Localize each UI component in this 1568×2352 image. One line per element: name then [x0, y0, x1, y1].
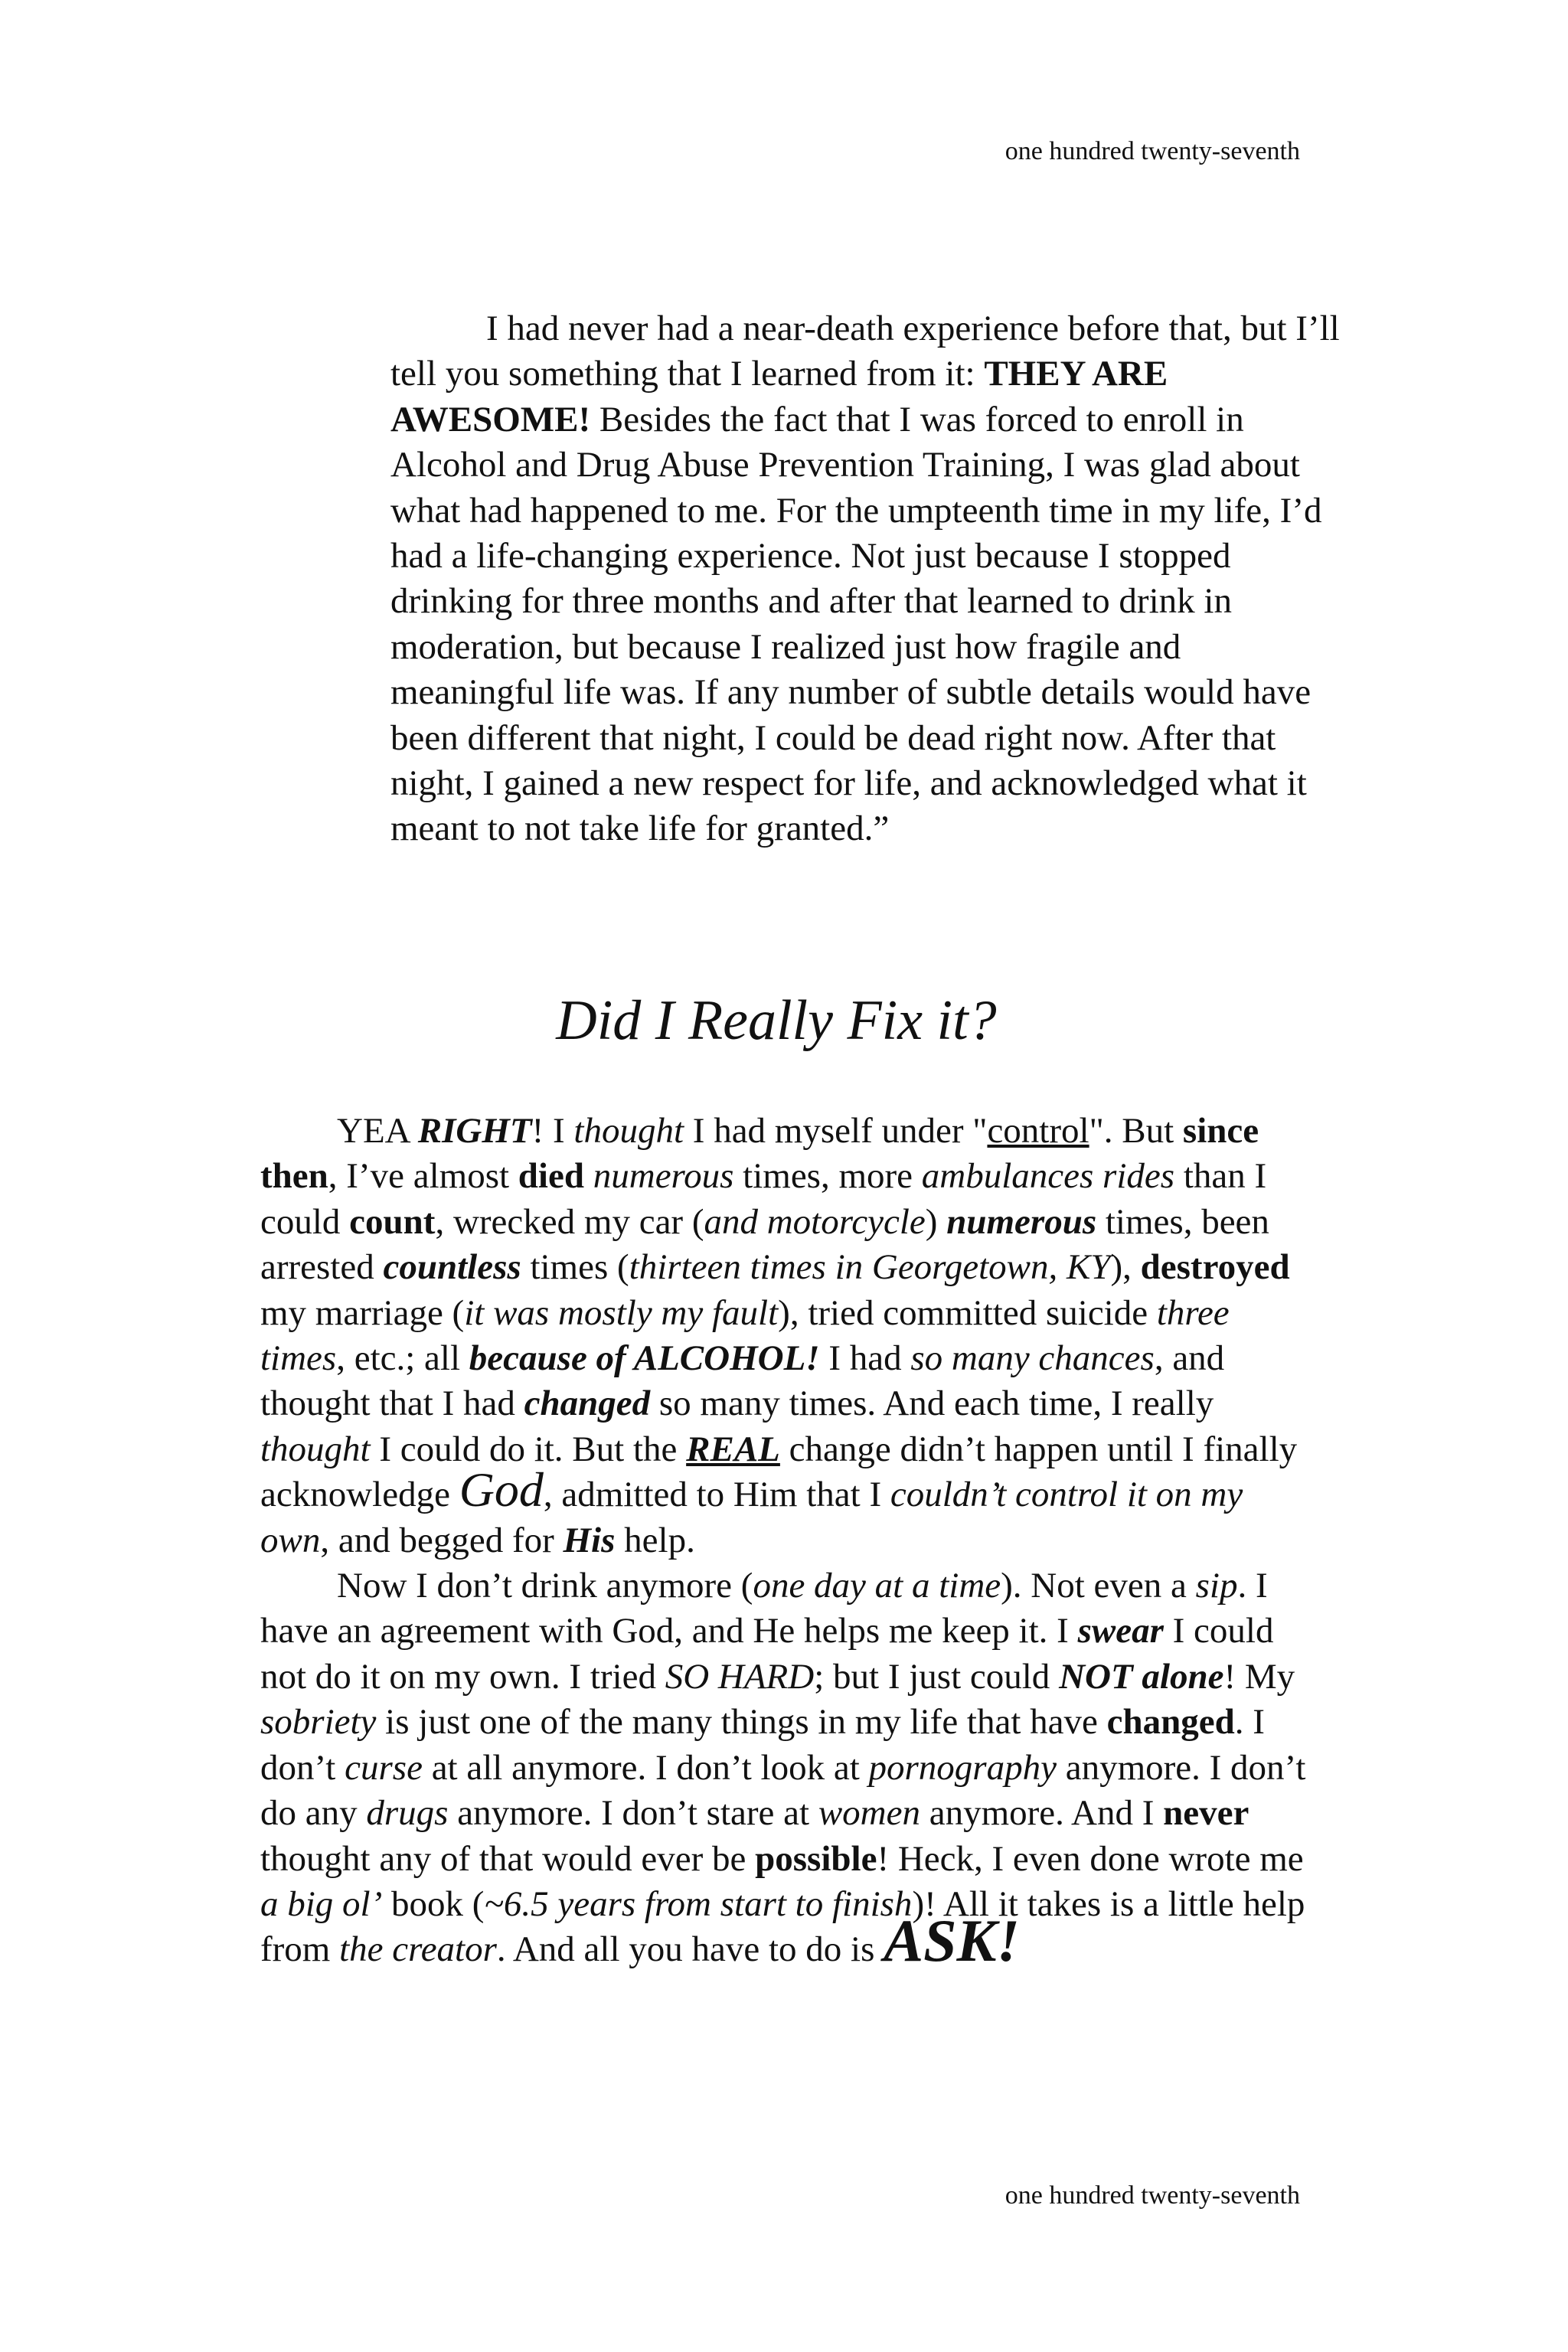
text-run: help. — [615, 1520, 695, 1560]
text-run: swear — [1077, 1611, 1164, 1651]
text-run: destroyed — [1140, 1247, 1290, 1288]
text-run: His — [563, 1520, 616, 1560]
text-run: ! Heck, I even done wrote me — [877, 1838, 1304, 1879]
text-run: numerous — [946, 1201, 1097, 1242]
text-run: my marriage ( — [260, 1292, 465, 1333]
main-text — [260, 1109, 1317, 1973]
text-run: because of ALCOHOL! — [469, 1338, 820, 1379]
quote-block — [390, 306, 1340, 852]
text-run: )! All it takes is a little help from — [260, 1883, 1305, 1970]
text-run-god: God — [459, 1462, 544, 1517]
text-run: and motorcycle — [704, 1201, 926, 1242]
text-run: women — [818, 1793, 920, 1834]
text-run: changed — [1106, 1702, 1235, 1743]
header-page-number: one hundred twenty-seventh — [1004, 137, 1300, 165]
text-run: times, more — [733, 1156, 922, 1197]
text-run: I had myself under " — [684, 1111, 988, 1151]
text-run: died — [518, 1156, 584, 1197]
text-run: NOT alone — [1059, 1656, 1224, 1697]
text-run: pornography — [868, 1747, 1057, 1788]
text-run: drugs — [366, 1793, 449, 1834]
text-run: book ( — [382, 1883, 485, 1924]
text-run: ~6.5 years from start to finish — [484, 1883, 913, 1924]
text-run: , I’ve almost — [328, 1156, 518, 1197]
text-run: change didn’t happen until I finally acknowledge — [260, 1429, 1298, 1515]
text-run: , admitted to Him that I — [543, 1475, 890, 1515]
text-run: I could not do it on my own. I tried — [260, 1611, 1274, 1697]
text-run: never — [1163, 1793, 1250, 1834]
text-run: ; but I just could — [814, 1656, 1060, 1697]
text-run: . And all you have to do is — [496, 1929, 884, 1970]
text-run: sobriety — [260, 1702, 377, 1743]
text-run: is just one of the many things in my life that have — [376, 1702, 1107, 1743]
paragraph-1 — [260, 1109, 1317, 1563]
text-run: times, been arrested — [260, 1201, 1269, 1288]
text-run: changed — [524, 1383, 651, 1424]
text-run: , and thought that I had — [260, 1338, 1225, 1424]
text-run: curse — [345, 1747, 423, 1788]
text-run: control — [987, 1111, 1089, 1151]
footer-page-number: one hundred twenty-seventh — [1004, 2181, 1300, 2210]
text-run: thought — [260, 1429, 371, 1469]
text-run: sip — [1195, 1566, 1238, 1606]
text-run — [584, 1156, 593, 1196]
text-run: YEA — [337, 1111, 418, 1151]
text-run: three times — [260, 1292, 1230, 1379]
text-run: ). Not even a — [1001, 1566, 1196, 1606]
text-run: countless — [383, 1247, 521, 1288]
text-run: thought — [573, 1111, 684, 1151]
text-run: so many times. And each time, I really — [650, 1383, 1214, 1424]
quote-emphasis: THEY ARE AWESOME! — [390, 354, 1168, 439]
text-run: Now I don’t drink anymore ( — [337, 1566, 753, 1606]
section-heading: Did I Really Fix it? — [556, 989, 997, 1052]
text-run: , wrecked my car ( — [435, 1201, 704, 1242]
quote-text: I had never had a near-death experience before that, but I’ll tell you something that I learned from it: — [390, 309, 1340, 394]
text-run: numerous — [593, 1156, 734, 1197]
text-run: it was mostly my fault — [464, 1292, 779, 1333]
text-run: thirteen times in Georgetown, KY — [629, 1247, 1111, 1288]
text-run: , etc.; all — [336, 1338, 469, 1379]
text-run: a big ol’ — [260, 1883, 383, 1924]
text-run: ambulances rides — [921, 1156, 1175, 1197]
text-run: , and begged for — [320, 1520, 564, 1560]
text-run: I had — [819, 1338, 911, 1379]
text-run: at all anymore. I don’t look at — [422, 1747, 869, 1788]
text-run: . I have an agreement with God, and He helps me keep it. I — [260, 1566, 1268, 1651]
text-run: ! My — [1223, 1656, 1295, 1697]
text-run: possible — [755, 1838, 877, 1879]
text-run: couldn’t control it on my own — [260, 1475, 1243, 1560]
text-run-ask: ASK! — [884, 1907, 1020, 1975]
text-run: one day at a time — [753, 1566, 1001, 1606]
text-run: SO HARD — [665, 1656, 815, 1697]
text-run: ! I — [531, 1111, 574, 1151]
text-run: anymore. And I — [920, 1793, 1164, 1834]
text-run: I could do it. But the — [370, 1429, 687, 1469]
text-run: than I could — [260, 1156, 1267, 1242]
text-run: REAL — [686, 1429, 780, 1469]
quote-text: Besides the fact that I was forced to enroll in Alcohol and Drug Abuse Prevention Training, I was glad about what had happened to me. For the umpteenth time in my life, I’d had a life-changing experience. Not just because I stopped drinking for three months and after that learned to drink in moderation, but because I realized just how fragile and meaningful life was. If any number of subtle details would have been different that night, I could be dead right now. After that night, I gained a new respect for life, and acknowledged what it meant to not take life for granted.” — [390, 399, 1322, 849]
text-run: . I don’t — [260, 1702, 1265, 1788]
text-run: ), — [1110, 1247, 1141, 1288]
text-run: since then — [260, 1111, 1259, 1197]
text-run: ) — [925, 1201, 947, 1242]
text-run: anymore. I don’t do any — [260, 1747, 1306, 1834]
text-run: times ( — [521, 1247, 629, 1288]
text-run: thought any of that would ever be — [260, 1838, 756, 1879]
quote-paragraph — [390, 306, 1340, 852]
text-run: RIGHT — [417, 1111, 532, 1151]
text-run: count — [349, 1201, 436, 1242]
text-run: anymore. I don’t stare at — [448, 1793, 818, 1834]
text-run: the creator — [339, 1929, 497, 1970]
paragraph-2 — [260, 1563, 1317, 1973]
text-run: so many chances — [910, 1338, 1155, 1379]
text-run: ". But — [1089, 1111, 1183, 1151]
text-run: ), tried committed suicide — [778, 1292, 1157, 1333]
